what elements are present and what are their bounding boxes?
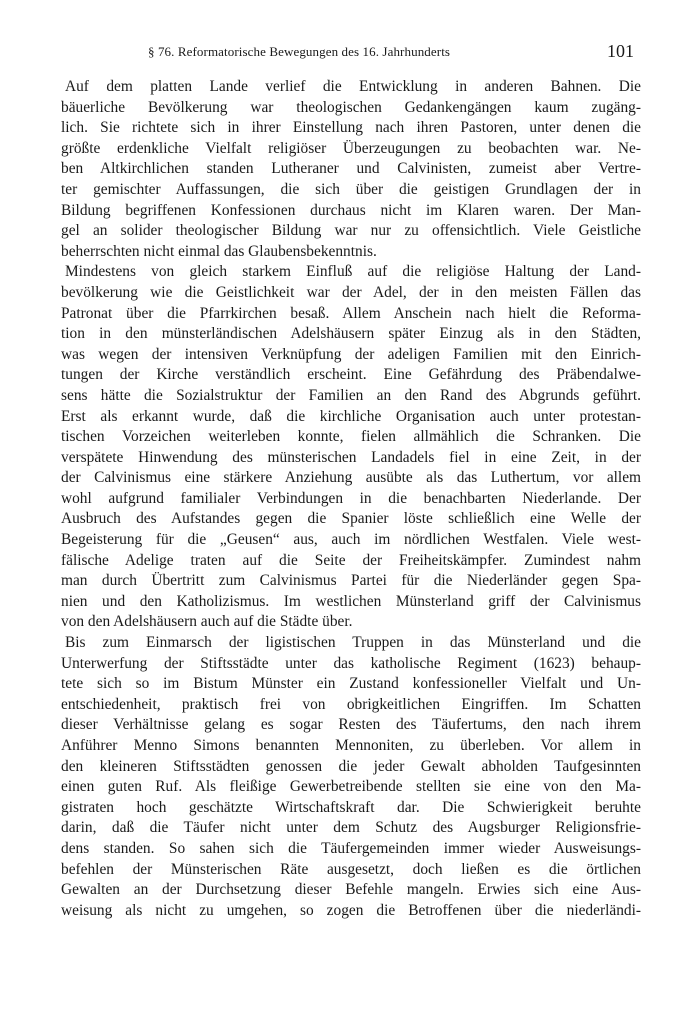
text-line: Begeisterung für die „Geusen“ aus, auch im nördlichen Westfalen. Viele west- xyxy=(61,531,641,549)
text-line: bäuerliche Bevölkerung war theologischen Gedankengängen kaum zugäng- xyxy=(61,98,641,116)
text-line: den kleineren Stiftsstädten genossen die jeder Gewalt abholden Taufgesinnten xyxy=(61,757,641,775)
text-line: Gewalten an der Durchsetzung dieser Befehle mangeln. Erwies sich eine Aus- xyxy=(61,881,641,899)
text-line: von den Adelshäusern auch auf die Städte über. xyxy=(61,613,353,631)
text-line: fälische Adelige traten auf die Seite der Freiheitskämpfer. Zumindest nahm xyxy=(61,551,641,569)
text-line: Unterwerfung der Stiftsstädte unter das katholische Regiment (1623) behaup- xyxy=(61,654,641,672)
text-line: weisung als nicht zu umgehen, so zogen die Betroffenen über die niederländi- xyxy=(61,901,641,919)
text-line: beherrschten nicht einmal das Glaubensbekenntnis. xyxy=(61,242,377,260)
text-line: ben Altkirchlichen standen Lutheraner und Calvinisten, zumeist aber Vertre- xyxy=(61,160,641,178)
text-line: gistraten hoch geschätzte Wirtschaftskraft dar. Die Schwierigkeit beruhte xyxy=(61,798,641,816)
text-line: bevölkerung wie die Geistlichkeit war der Adel, der in den meisten Fällen das xyxy=(61,283,641,301)
text-line: Anführer Menno Simons benannten Mennoniten, zu überleben. Vor allem in xyxy=(61,737,641,754)
text-line: befehlen der Münsterischen Räte ausgesetzt, doch ließen es die örtlichen xyxy=(61,860,641,878)
text-line: was wegen der intensiven Verknüpfung der adeligen Familien mit den Einrich- xyxy=(61,345,641,363)
text-line: größte erdenkliche Vielfalt religiöser Überzeugungen zu beobachten war. Ne- xyxy=(61,139,641,157)
running-head xyxy=(60,41,645,65)
text-line: Bis zum Einmarsch der ligistischen Truppen in das Münsterland und die xyxy=(65,634,641,652)
text-line: der Calvinismus eine stärkere Anziehung ausübte als das Luthertum, vor allem xyxy=(61,469,641,487)
text-line: tungen der Kirche verständlich erscheint. Eine Gefährdung des Präbendalwe- xyxy=(61,366,641,384)
text-line: entschiedenheit, praktisch frei von obrigkeitlichen Eingriffen. Im Schatten xyxy=(61,695,641,713)
text-line: sens hätte die Sozialstruktur der Familien an den Rand des Abgrunds geführt. xyxy=(61,386,641,404)
text-line: Ausbruch des Aufstandes gegen die Spanier löste schließlich eine Welle der xyxy=(61,510,641,528)
text-line: Mindestens von gleich starkem Einfluß auf die religiöse Haltung der Land- xyxy=(65,263,641,281)
text-line: einen guten Ruf. Als fleißige Gewerbetreibende stellten sie eine von den Ma- xyxy=(61,778,641,796)
body-text xyxy=(61,77,641,921)
text-line: ter gemischter Auffassungen, die sich über die geistigen Grundlagen der in xyxy=(61,180,641,198)
paragraph-3 xyxy=(61,633,641,921)
text-line: Erst als erkannt wurde, daß die kirchliche Organisation auch unter protestan- xyxy=(61,407,641,425)
page-number: 101 xyxy=(607,41,634,61)
text-line: lich. Sie richtete sich in ihrer Einstellung nach ihren Pastoren, unter denen die xyxy=(61,119,641,137)
text-line: Patronat über die Pfarrkirchen besaß. Allem Anschein nach hielt die Reforma- xyxy=(61,304,641,322)
text-line: tischen Vorzeichen weiterleben konnte, fielen allmählich die Schranken. Die xyxy=(61,428,641,446)
text-line: Auf dem platten Lande verlief die Entwicklung in anderen Bahnen. Die xyxy=(65,78,641,95)
text-line: dens standen. So sahen sich die Täufergemeinden immer wieder Ausweisungs- xyxy=(61,839,641,857)
text-line: nien und den Katholizismus. Im westlichen Münsterland griff der Calvinismus xyxy=(61,592,641,610)
text-line: gel an solider theologischer Bildung war nur zu offensichtlich. Viele Geistliche xyxy=(61,222,641,240)
text-line: tete sich so im Bistum Münster ein Zustand konfessioneller Vielfalt und Un- xyxy=(61,675,641,693)
paragraph-1 xyxy=(61,77,641,262)
text-line: Bildung begriffenen Konfessionen durchaus nicht im Klaren waren. Der Man- xyxy=(61,201,641,219)
paragraph-2 xyxy=(61,262,641,633)
text-line: dieser Verhältnisse gelang es sogar Resten des Täufertums, den nach ihrem xyxy=(61,716,641,734)
text-line: tion in den münsterländischen Adelshäusern später Einzug als in den Städten, xyxy=(61,325,641,343)
text-line: man durch Übertritt zum Calvinismus Partei für die Niederländer gegen Spa- xyxy=(61,572,641,590)
running-title: § 76. Reformatorische Bewegungen des 16. Jahrhunderts xyxy=(148,44,451,59)
text-line: verspätete Hinwendung des münsterischen Landadels fiel in eine Zeit, in der xyxy=(61,448,641,466)
text-line: darin, daß die Täufer nicht unter dem Schutz des Augsburger Religionsfrie- xyxy=(61,819,641,837)
text-line: wohl aufgrund familialer Verbindungen in die benachbarten Niederlande. Der xyxy=(61,489,641,507)
